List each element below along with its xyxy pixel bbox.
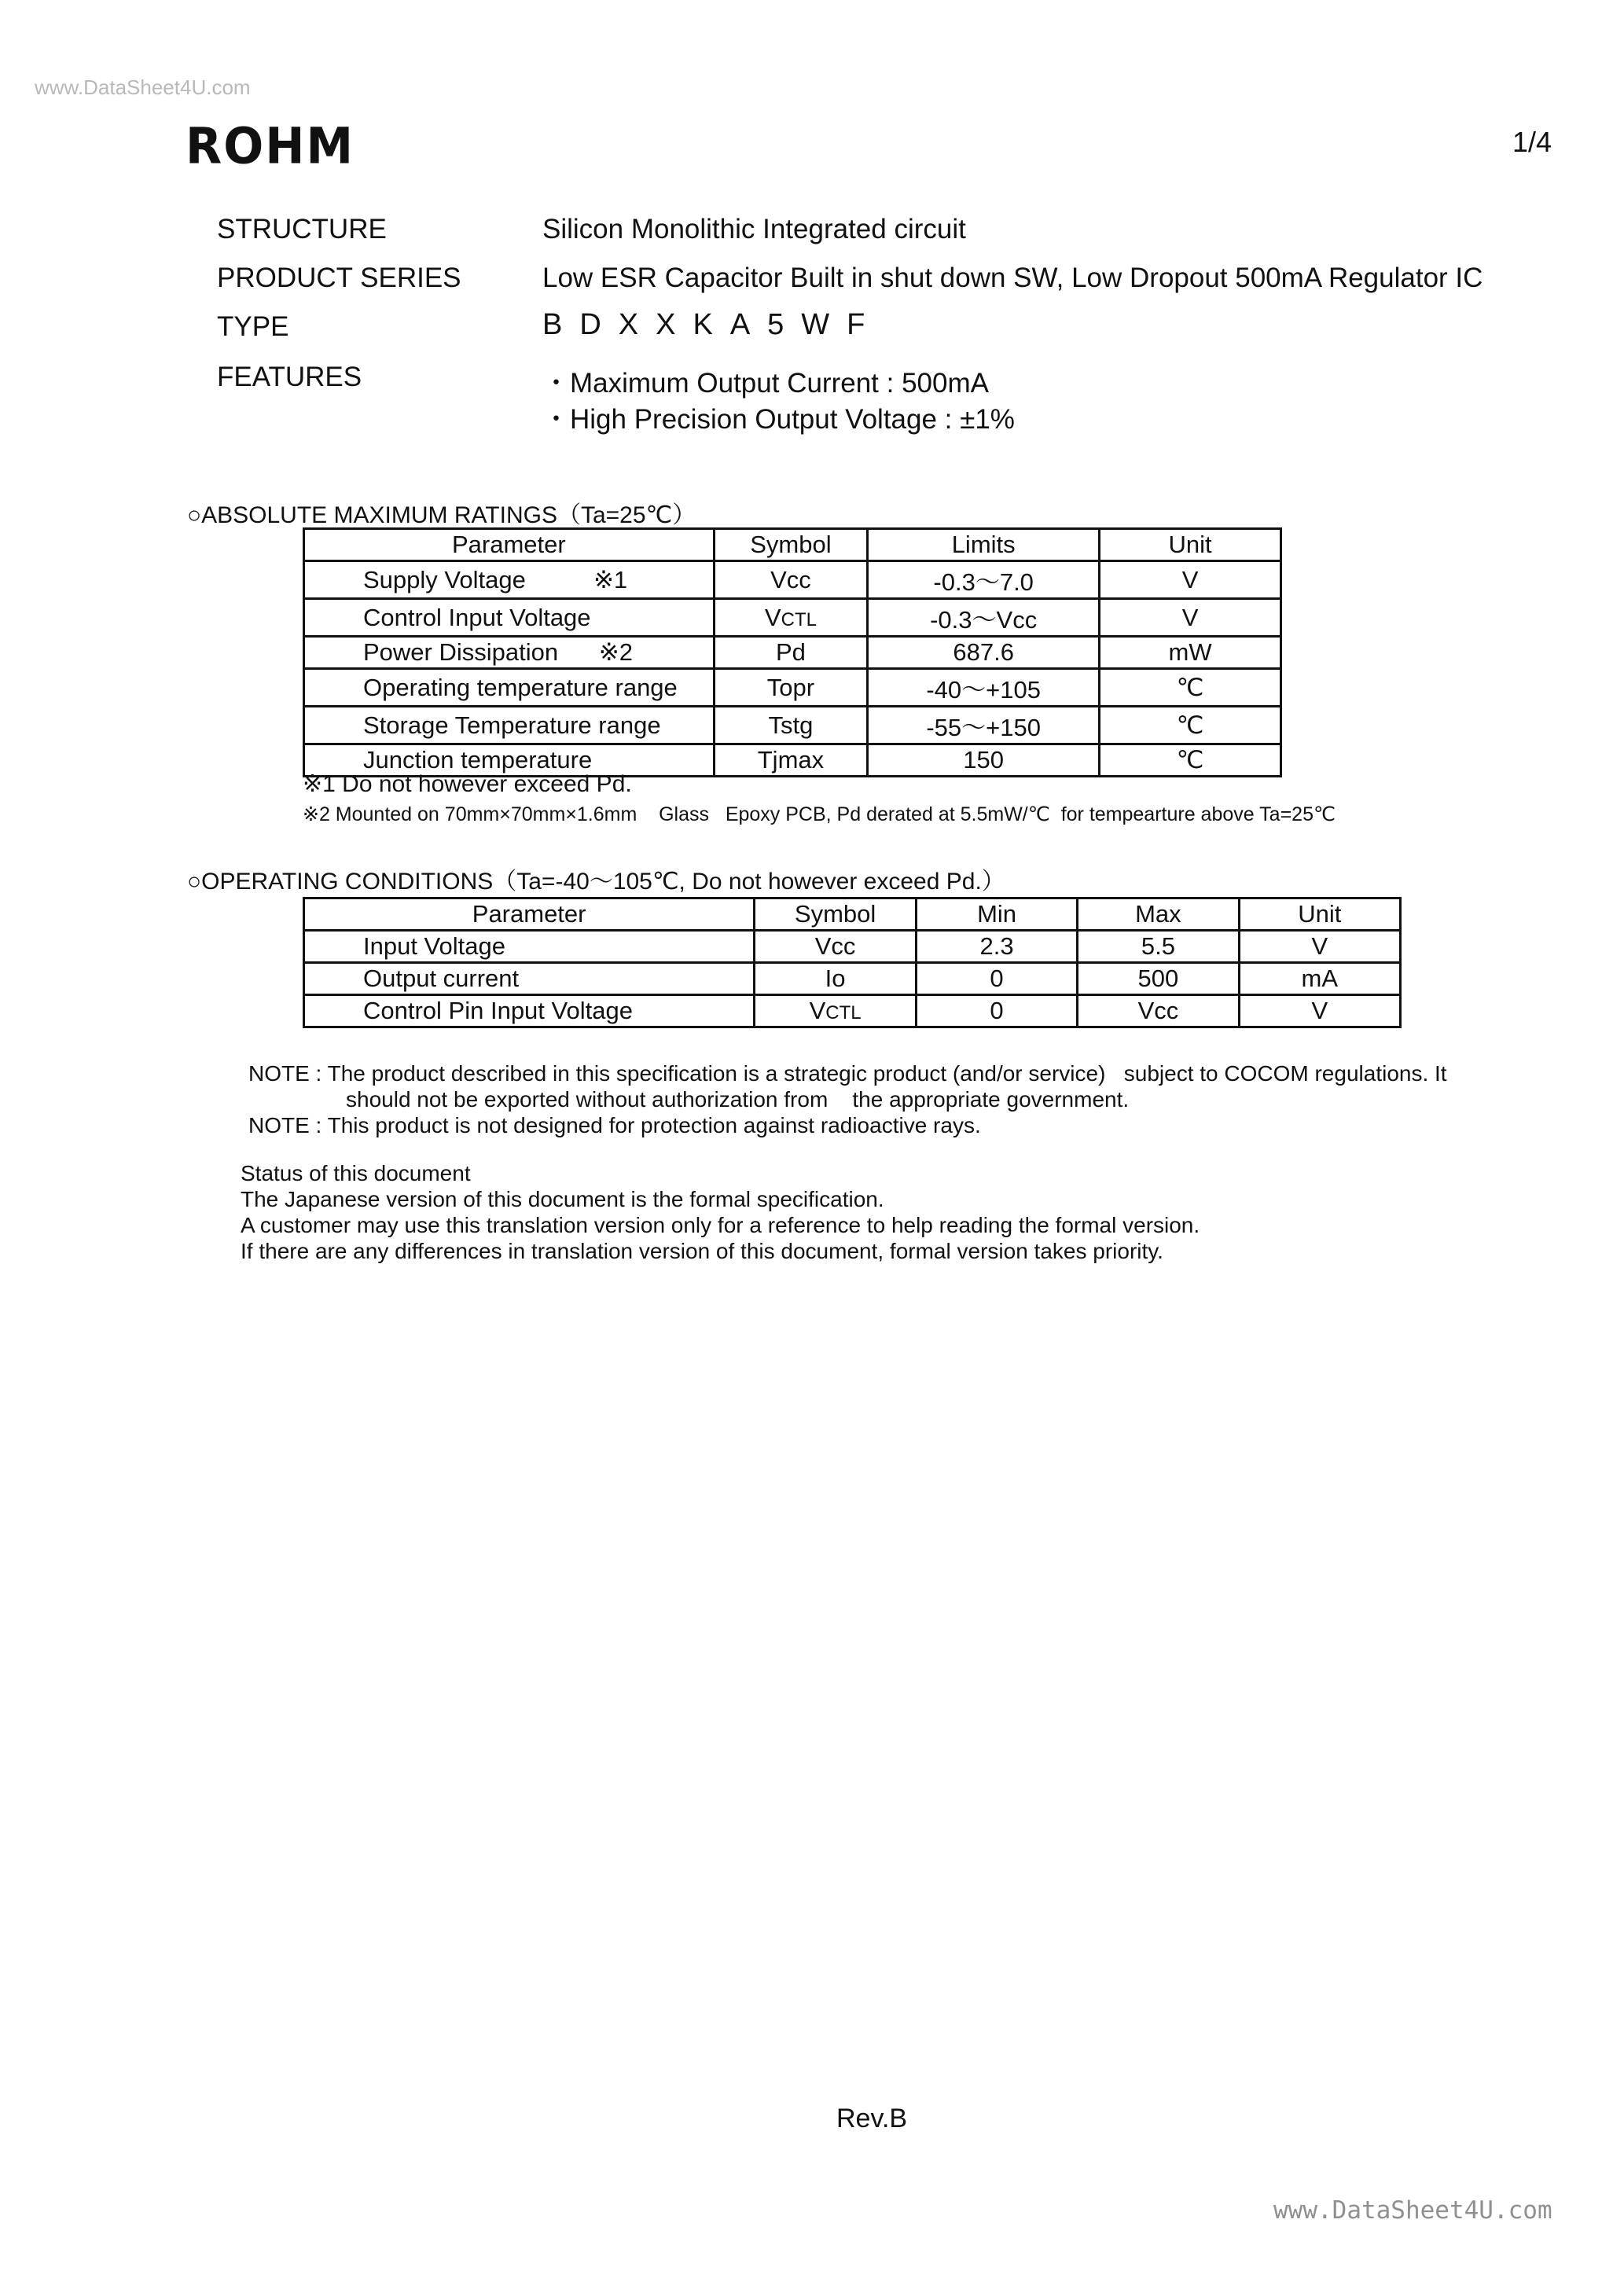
col-header: Unit — [1100, 529, 1281, 561]
min-cell: 2.3 — [916, 931, 1077, 963]
feature-item: ・Maximum Output Current : 500mA — [542, 368, 989, 399]
status-line: A customer may use this translation version only for a reference to help reading the formal version. — [241, 1213, 1200, 1237]
status-line: The Japanese version of this document is the formal specification. — [241, 1187, 884, 1211]
table-row — [304, 637, 1281, 669]
param-cell: Input Voltage — [304, 931, 755, 963]
abs-max-title: ○ABSOLUTE MAXIMUM RATINGS（Ta=25℃） — [187, 502, 696, 528]
product-series-value: Low ESR Capacitor Built in shut down SW, Low Dropout 500mA Regulator IC — [542, 263, 1483, 293]
table-row — [304, 995, 1401, 1027]
col-header: Limits — [868, 529, 1100, 561]
product-series-label: PRODUCT SERIES — [217, 263, 461, 293]
footnote-1: ※1 Do not however exceed Pd. — [303, 771, 632, 797]
symbol-cell: Tjmax — [714, 744, 867, 777]
type-label: TYPE — [217, 311, 289, 342]
unit-cell: V — [1239, 995, 1400, 1027]
param-cell: Storage Temperature range — [304, 707, 715, 744]
symbol-cell: VCTL — [714, 599, 867, 637]
col-header: Unit — [1239, 898, 1400, 931]
status-line: If there are any differences in translation version of this document, formal version takes priority. — [241, 1239, 1163, 1263]
symbol-cell: VCTL — [755, 995, 917, 1027]
col-header: Symbol — [714, 529, 867, 561]
limits-cell: -0.3～7.0 — [868, 561, 1100, 599]
watermark-bottom: www.DataSheet4U.com — [1273, 2196, 1552, 2225]
col-header: Parameter — [304, 898, 755, 931]
symbol-cell: Io — [755, 963, 917, 995]
symbol-cell: Topr — [714, 669, 867, 707]
footnote-2: ※2 Mounted on 70mm×70mm×1.6mm Glass Epoxy PCB, Pd derated at 5.5mW/℃ for tempearture above Ta=25℃ — [303, 803, 1336, 825]
structure-value: Silicon Monolithic Integrated circuit — [542, 214, 966, 244]
param-cell: Operating temperature range — [304, 669, 715, 707]
min-cell: 0 — [916, 963, 1077, 995]
limits-cell: -55～+150 — [868, 707, 1100, 744]
col-header: Max — [1078, 898, 1239, 931]
table-row — [304, 669, 1281, 707]
unit-cell: mW — [1100, 637, 1281, 669]
param-cell: Control Pin Input Voltage — [304, 995, 755, 1027]
max-cell: Vcc — [1078, 995, 1239, 1027]
feature-item: ・High Precision Output Voltage : ±1% — [542, 404, 1015, 435]
unit-cell: V — [1239, 931, 1400, 963]
unit-cell: ℃ — [1100, 669, 1281, 707]
table-header-row — [304, 529, 1281, 561]
symbol-cell: Vcc — [755, 931, 917, 963]
param-cell: Power Dissipation ※2 — [304, 637, 715, 669]
type-value: BDXXKA5WF — [542, 308, 883, 341]
unit-cell: ℃ — [1100, 744, 1281, 777]
param-cell: Supply Voltage ※1 — [304, 561, 715, 599]
param-cell: Control Input Voltage — [304, 599, 715, 637]
revision-label: Rev.B — [836, 2104, 908, 2133]
unit-cell: V — [1100, 561, 1281, 599]
rohm-logo: ROHM — [186, 118, 355, 176]
structure-label: STRUCTURE — [217, 214, 387, 244]
watermark-top: www.DataSheet4U.com — [35, 75, 251, 99]
note-2: NOTE : This product is not designed for protection against radioactive rays. — [248, 1113, 981, 1137]
max-cell: 5.5 — [1078, 931, 1239, 963]
status-block — [241, 1160, 1200, 1264]
table-row — [304, 707, 1281, 744]
note-1-line-1: NOTE : The product described in this specification is a strategic product (and/or service) subject to COCOM regulations. It — [248, 1061, 1447, 1086]
symbol-cell: Tstg — [714, 707, 867, 744]
table-row — [304, 931, 1401, 963]
max-cell: 500 — [1078, 963, 1239, 995]
table-header-row — [304, 898, 1401, 931]
symbol-cell: Vcc — [714, 561, 867, 599]
features-label: FEATURES — [217, 362, 362, 392]
param-cell: Output current — [304, 963, 755, 995]
limits-cell: 150 — [868, 744, 1100, 777]
abs-max-table — [303, 527, 1282, 777]
table-row — [304, 963, 1401, 995]
min-cell: 0 — [916, 995, 1077, 1027]
page-number: 1/4 — [1512, 126, 1552, 158]
limits-cell: -40～+105 — [868, 669, 1100, 707]
col-header: Symbol — [755, 898, 917, 931]
table-row — [304, 599, 1281, 637]
op-cond-title: ○OPERATING CONDITIONS（Ta=-40～105℃, Do not however exceed Pd.） — [187, 869, 1005, 895]
table-row — [304, 561, 1281, 599]
param-cell: Junction temperature — [304, 744, 715, 777]
unit-cell: V — [1100, 599, 1281, 637]
limits-cell: 687.6 — [868, 637, 1100, 669]
unit-cell: ℃ — [1100, 707, 1281, 744]
op-cond-table — [303, 897, 1402, 1028]
note-1-line-2: should not be exported without authorization from the appropriate government. — [346, 1087, 1130, 1112]
limits-cell: -0.3～Vcc — [868, 599, 1100, 637]
col-header: Parameter — [304, 529, 715, 561]
status-line: Status of this document — [241, 1161, 471, 1185]
col-header: Min — [916, 898, 1077, 931]
unit-cell: mA — [1239, 963, 1400, 995]
symbol-cell: Pd — [714, 637, 867, 669]
